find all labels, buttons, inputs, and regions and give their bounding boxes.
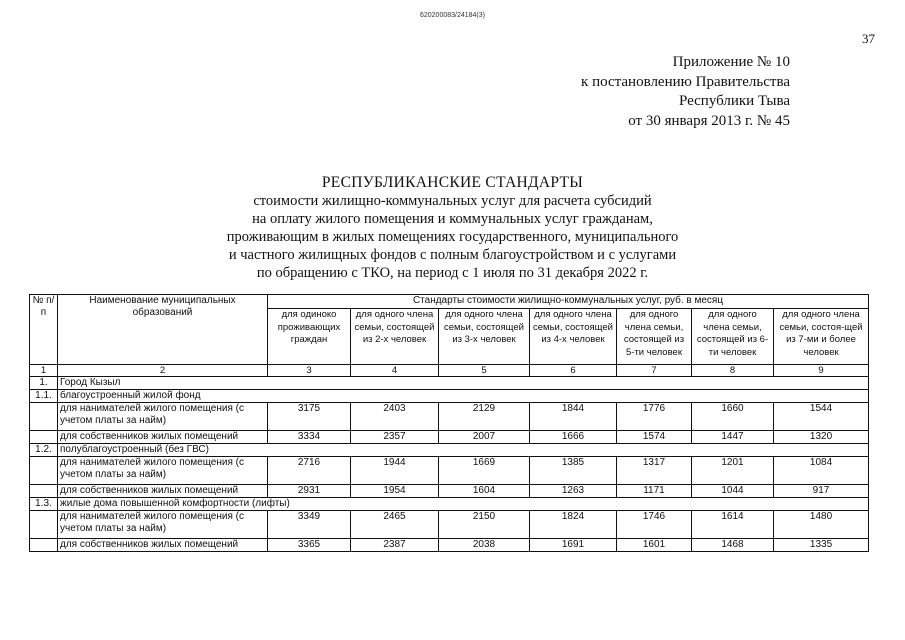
title-block xyxy=(0,173,905,282)
value-cell: 1201 xyxy=(692,457,774,485)
value-cell: 2716 xyxy=(268,457,351,485)
document-title: РЕСПУБЛИКАНСКИЕ СТАНДАРТЫ xyxy=(321,174,584,191)
header-cell-group: Стандарты стоимости жилищно-коммунальных услуг, руб. в месяц xyxy=(268,295,869,309)
header-cell-name: Наименование муниципальных образований xyxy=(58,295,268,365)
index-cell: 4 xyxy=(351,365,439,377)
value-cell: 2129 xyxy=(439,403,530,431)
value-cell: 2387 xyxy=(351,539,439,552)
row-number xyxy=(30,485,58,498)
row-label: для нанимателей жилого помещения (с учетом платы за найм) xyxy=(58,403,268,431)
subtitle-line: и частного жилищных фондов с полным благоустройством и с услугами xyxy=(228,247,677,263)
value-cell: 1614 xyxy=(692,511,774,539)
section-row xyxy=(30,498,869,511)
subtitle-line: проживающим в жилых помещениях государственного, муниципального xyxy=(226,229,679,245)
value-cell: 3349 xyxy=(268,511,351,539)
value-cell: 1666 xyxy=(530,431,617,444)
value-cell: 2465 xyxy=(351,511,439,539)
row-number: 1.1. xyxy=(30,390,58,403)
index-cell: 7 xyxy=(617,365,692,377)
subheader-cell: для одного члена семьи, состоящей из 5-ти человек xyxy=(617,309,692,365)
row-label: для нанимателей жилого помещения (с учетом платы за найм) xyxy=(58,511,268,539)
value-cell: 1601 xyxy=(617,539,692,552)
table-row xyxy=(30,511,869,539)
row-label: для собственников жилых помещений xyxy=(58,485,268,498)
row-number xyxy=(30,403,58,431)
table-row xyxy=(30,403,869,431)
value-cell: 1171 xyxy=(617,485,692,498)
row-number: 1.3. xyxy=(30,498,58,511)
document-id: 620200083/24184(3) xyxy=(419,12,485,19)
appendix-line: к постановлению Правительства xyxy=(581,73,790,90)
appendix-block xyxy=(581,53,790,131)
value-cell: 1574 xyxy=(617,431,692,444)
value-cell: 2038 xyxy=(439,539,530,552)
value-cell: 3365 xyxy=(268,539,351,552)
value-cell: 2150 xyxy=(439,511,530,539)
value-cell: 1385 xyxy=(530,457,617,485)
value-cell: 1844 xyxy=(530,403,617,431)
index-cell: 1 xyxy=(30,365,58,377)
value-cell: 1604 xyxy=(439,485,530,498)
subheader-cell: для одного члена семьи, состоящей из 3-х человек xyxy=(439,309,530,365)
value-cell: 1320 xyxy=(774,431,869,444)
appendix-line: Приложение № 10 xyxy=(672,54,790,70)
index-cell: 3 xyxy=(268,365,351,377)
value-cell: 917 xyxy=(774,485,869,498)
subheader-cell: для одного члена семьи, состоящей из 2-х человек xyxy=(351,309,439,365)
section-name: жилые дома повышенной комфортности (лифты) xyxy=(58,498,869,511)
value-cell: 1468 xyxy=(692,539,774,552)
appendix-line: Республики Тыва xyxy=(678,93,790,109)
row-number: 1. xyxy=(30,377,58,390)
section-row xyxy=(30,390,869,403)
table-row xyxy=(30,485,869,498)
table-body xyxy=(30,295,869,552)
section-name: полублагоустроенный (без ГВС) xyxy=(58,444,869,457)
standards-table xyxy=(29,294,869,552)
value-cell: 1263 xyxy=(530,485,617,498)
value-cell: 1691 xyxy=(530,539,617,552)
index-cell: 8 xyxy=(692,365,774,377)
value-cell: 3334 xyxy=(268,431,351,444)
value-cell: 1084 xyxy=(774,457,869,485)
value-cell: 2403 xyxy=(351,403,439,431)
index-cell: 2 xyxy=(58,365,268,377)
row-number xyxy=(30,457,58,485)
value-cell: 1776 xyxy=(617,403,692,431)
value-cell: 1669 xyxy=(439,457,530,485)
index-cell: 5 xyxy=(439,365,530,377)
value-cell: 2931 xyxy=(268,485,351,498)
value-cell: 1824 xyxy=(530,511,617,539)
value-cell: 1954 xyxy=(351,485,439,498)
row-label: для нанимателей жилого помещения (с учетом платы за найм) xyxy=(58,457,268,485)
header-cell-no: № п/п xyxy=(30,295,58,365)
value-cell: 1746 xyxy=(617,511,692,539)
value-cell: 3175 xyxy=(268,403,351,431)
value-cell: 1480 xyxy=(774,511,869,539)
subheader-cell: для одного члена семьи, состоящей из 6-ти человек xyxy=(692,309,774,365)
row-number xyxy=(30,431,58,444)
subheader-cell: для одного члена семьи, состоя-щей из 7-ми и более человек xyxy=(774,309,869,365)
table-row xyxy=(30,539,869,552)
section-name: благоустроенный жилой фонд xyxy=(58,390,869,403)
value-cell: 2007 xyxy=(439,431,530,444)
value-cell: 2357 xyxy=(351,431,439,444)
value-cell: 1044 xyxy=(692,485,774,498)
table-row xyxy=(30,457,869,485)
subtitle-line: стоимости жилищно-коммунальных услуг для расчета субсидий xyxy=(253,193,652,209)
value-cell: 1335 xyxy=(774,539,869,552)
row-number: 1.2. xyxy=(30,444,58,457)
section-row xyxy=(30,444,869,457)
appendix-line: от 30 января 2013 г. № 45 xyxy=(628,112,790,129)
subheader-cell: для одного члена семьи, состоящей из 4-х человек xyxy=(530,309,617,365)
city-row xyxy=(30,377,869,390)
subheader-cell: для одиноко проживающих граждан xyxy=(268,309,351,365)
table-row xyxy=(30,431,869,444)
column-index-row xyxy=(30,365,869,377)
header-row xyxy=(30,295,869,309)
index-cell: 6 xyxy=(530,365,617,377)
value-cell: 1660 xyxy=(692,403,774,431)
row-number xyxy=(30,511,58,539)
page-number: 37 xyxy=(862,31,875,46)
value-cell: 1317 xyxy=(617,457,692,485)
index-cell: 9 xyxy=(774,365,869,377)
value-cell: 1944 xyxy=(351,457,439,485)
document-subtitle xyxy=(0,192,905,282)
row-label: для собственников жилых помещений xyxy=(58,431,268,444)
row-number xyxy=(30,539,58,552)
row-label: для собственников жилых помещений xyxy=(58,539,268,552)
value-cell: 1447 xyxy=(692,431,774,444)
subtitle-line: по обращению с ТКО, на период с 1 июля по 31 декабря 2022 г. xyxy=(256,265,649,281)
value-cell: 1544 xyxy=(774,403,869,431)
subtitle-line: на оплату жилого помещения и коммунальных услуг гражданам, xyxy=(252,211,653,227)
city-name: Город Кызыл xyxy=(58,377,869,390)
